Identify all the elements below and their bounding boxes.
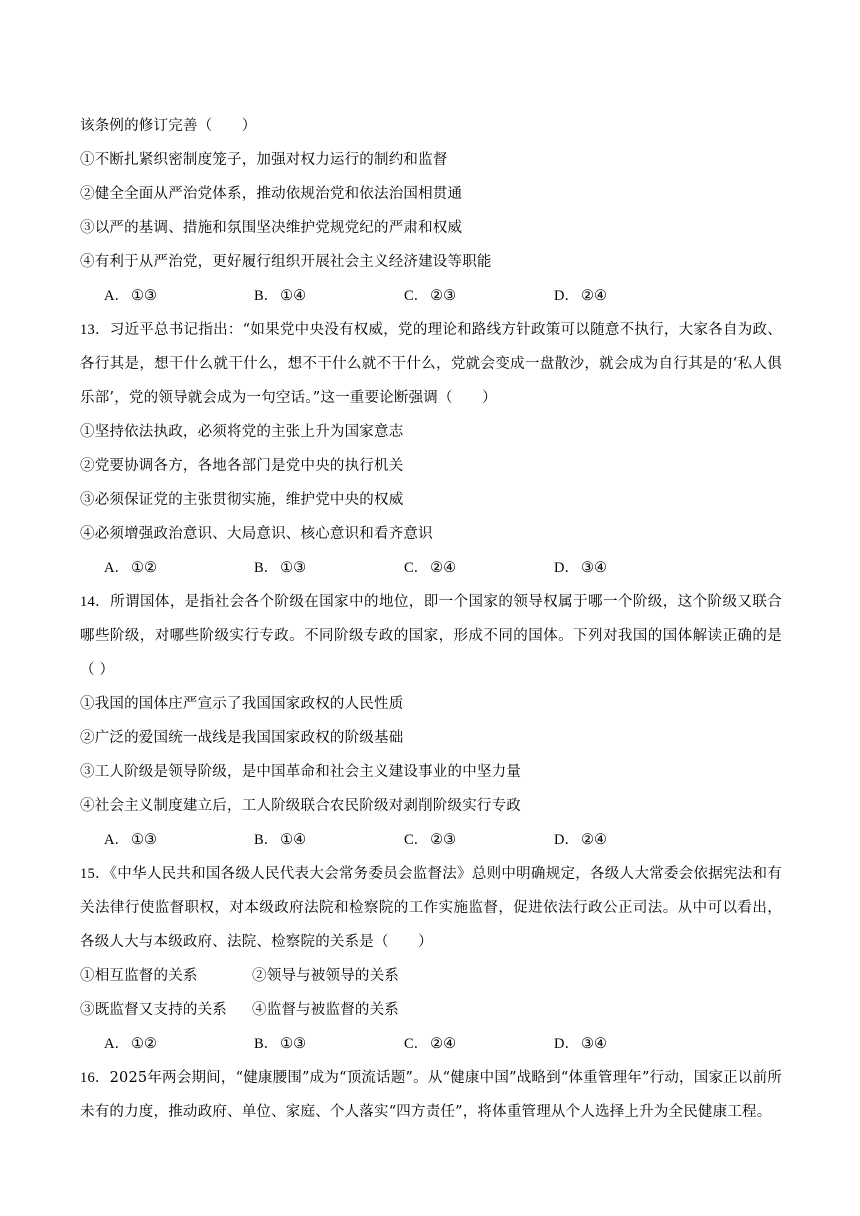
q12-option-4: ④有利于从严治党，更好履行组织开展社会主义经济建设等职能 xyxy=(80,254,492,270)
q13-choice-c[interactable]: C． ②④ xyxy=(404,560,457,576)
q14-option-3: ③工人阶级是领导阶级，是中国革命和社会主义建设事业的中坚力量 xyxy=(80,764,521,780)
q14-option-1: ①我国的国体庄严宣示了我国国家政权的人民性质 xyxy=(80,696,404,712)
q14-choice-b[interactable]: B． ①④ xyxy=(254,832,307,848)
q15-number: 15． xyxy=(80,866,110,882)
exam-page xyxy=(80,109,782,1129)
q14-option-4: ④社会主义制度建立后，工人阶级联合农民阶级对剥削阶级实行专政 xyxy=(80,798,521,814)
q14-choice-d[interactable]: D． ②④ xyxy=(554,832,607,848)
q15-choice-b[interactable]: B． ①③ xyxy=(254,1036,307,1052)
q13-option-2: ②党要协调各方，各地各部门是党中央的执行机关 xyxy=(80,458,404,474)
q15-option-1: ①相互监督的关系 xyxy=(80,968,198,984)
q15-choice-c[interactable]: C． ②④ xyxy=(404,1036,457,1052)
q16-stem: 16．2025年两会期间，“健康腰围”成为“顶流话题”。从“健康中国”战略到“体重管理年”行动，国家正以前所未有的力度，推动政府、单位、家庭、个人落实“四方责任”，将体重管理从个人选择上升为全民健康工程。 xyxy=(80,1070,782,1120)
q13-choice-b[interactable]: B． ①③ xyxy=(254,560,307,576)
q12-choice-c[interactable]: C． ②③ xyxy=(404,288,457,304)
q13-option-1: ①坚持依法执政，必须将党的主张上升为国家意志 xyxy=(80,424,404,440)
q14-choices xyxy=(80,823,782,857)
q13-choice-a[interactable]: A． ①② xyxy=(104,560,157,576)
q14-option-2: ②广泛的爱国统一战线是我国国家政权的阶级基础 xyxy=(80,730,404,746)
q14-stem: 14．所谓国体，是指社会各个阶级在国家中的地位，即一个国家的领导权属于哪一个阶级，这个阶级又联合哪些阶级，对哪些阶级实行专政。不同阶级专政的国家，形成不同的国体。下列对我国的国体解读正确的是（ ） xyxy=(80,594,782,678)
q14-number: 14． xyxy=(80,594,111,610)
q12-choice-b[interactable]: B． ①④ xyxy=(254,288,307,304)
q16-number: 16． xyxy=(80,1070,110,1086)
q13-option-3: ③必须保证党的主张贯彻实施，维护党中央的权威 xyxy=(80,492,404,508)
q12-choices xyxy=(80,279,782,313)
q13-number: 13． xyxy=(80,322,110,338)
q13-choices xyxy=(80,551,782,585)
q15-choices xyxy=(80,1027,782,1061)
q12-option-3: ③以严的基调、措施和氛围坚决维护党规党纪的严肃和权威 xyxy=(80,220,463,236)
q15-options-row-1 xyxy=(80,959,782,993)
q15-choice-d[interactable]: D． ③④ xyxy=(554,1036,607,1052)
q12-choice-a[interactable]: A． ①③ xyxy=(104,288,157,304)
q14-choice-c[interactable]: C． ②③ xyxy=(404,832,457,848)
q15-stem: 15．《中华人民共和国各级人民代表大会常务委员会监督法》总则中明确规定，各级人大常委会依据宪法和有关法律行使监督职权，对本级政府法院和检察院的工作实施监督，促进依法行政公正司法。从中可以看出，各级人大与本级政府、法院、检察院的关系是（ ） xyxy=(80,866,782,950)
q12-stem-tail: 该条例的修订完善（ ） xyxy=(80,118,257,134)
q13-stem: 13．习近平总书记指出：“如果党中央没有权威，党的理论和路线方针政策可以随意不执行，大家各自为政、各行其是，想干什么就干什么，想不干什么就不干什么，党就会变成一盘散沙，就会成为自行其是的‘私人俱乐部’，党的领导就会成为一句空话。”这一重要论断强调（ ） xyxy=(80,322,783,406)
q15-option-3: ③既监督又支持的关系 xyxy=(80,1002,227,1018)
q15-choice-a[interactable]: A． ①② xyxy=(104,1036,157,1052)
q14-choice-a[interactable]: A． ①③ xyxy=(104,832,157,848)
q15-option-4: ④监督与被监督的关系 xyxy=(252,1002,399,1018)
q12-option-1: ①不断扎紧织密制度笼子，加强对权力运行的制约和监督 xyxy=(80,152,448,168)
q15-option-2: ②领导与被领导的关系 xyxy=(252,968,399,984)
q12-option-2: ②健全全面从严治党体系，推动依规治党和依法治国相贯通 xyxy=(80,186,463,202)
q12-choice-d[interactable]: D． ②④ xyxy=(554,288,607,304)
q15-options-row-2 xyxy=(80,993,782,1027)
q13-choice-d[interactable]: D． ③④ xyxy=(554,560,607,576)
q13-option-4: ④必须增强政治意识、大局意识、核心意识和看齐意识 xyxy=(80,526,433,542)
